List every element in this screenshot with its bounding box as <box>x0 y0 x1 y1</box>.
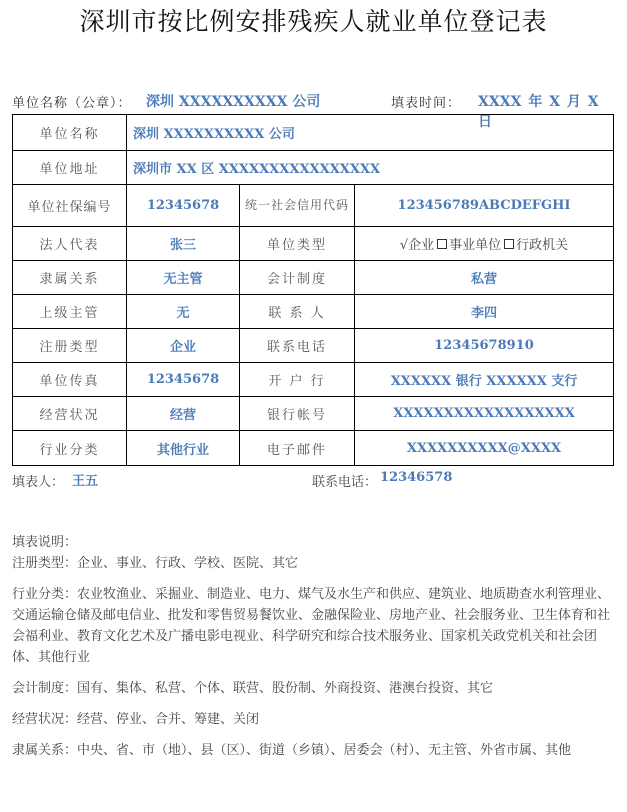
legal-rep-value[interactable]: 张三 <box>127 227 240 261</box>
reg-type-value[interactable]: 企业 <box>127 329 240 363</box>
table-row <box>13 261 614 295</box>
company-type-options <box>355 227 614 261</box>
industry-value[interactable]: 其他行业 <box>127 431 240 466</box>
filler-phone-value[interactable]: 12346578 <box>380 470 453 485</box>
unit-name-header-value[interactable]: 深圳 XXXXXXXXXX 公司 <box>146 94 321 110</box>
accounting-label: 会计制度 <box>240 261 355 295</box>
credit-code-label: 统一社会信用代码 <box>240 185 355 227</box>
address-label: 单位地址 <box>13 151 127 185</box>
legal-rep-label: 法人代表 <box>13 227 127 261</box>
bank-label: 开 户 行 <box>240 363 355 397</box>
note-affiliation: 隶属关系：中央、省、市（地）、县（区）、街道（乡镇）、居委会（村）、无主管、外省市属、其他 <box>12 743 572 758</box>
instructions <box>12 532 617 761</box>
operation-label: 经营状况 <box>13 397 127 431</box>
table-row <box>13 295 614 329</box>
table-row <box>13 363 614 397</box>
note-accounting: 会计制度：国有、集体、私营、个体、联营、股份制、外商投资、港澳台投资、其它 <box>12 681 494 696</box>
contact-value[interactable]: 李四 <box>355 295 614 329</box>
table-row <box>13 151 614 185</box>
social-no-value[interactable]: 12345678 <box>127 185 240 227</box>
fill-time-value[interactable]: XXXX 年 X 月 X 日 <box>478 94 599 130</box>
note-reg-type: 注册类型：企业、事业、行政、学校、医院、其它 <box>12 556 299 571</box>
phone-label: 联系电话 <box>240 329 355 363</box>
filler-label: 填表人： <box>12 475 65 490</box>
company-type-label: 单位类型 <box>240 227 355 261</box>
accounting-value[interactable]: 私营 <box>355 261 614 295</box>
note-operation: 经营状况：经营、停业、合并、筹建、关闭 <box>12 712 260 727</box>
registration-table <box>12 114 614 466</box>
fax-label: 单位传真 <box>13 363 127 397</box>
table-row <box>13 329 614 363</box>
address-value[interactable]: 深圳市 XX 区 XXXXXXXXXXXXXXXX <box>127 151 614 185</box>
form-title: 深圳市按比例安排残疾人就业单位登记表 <box>79 7 548 36</box>
unit-name-header-label: 单位名称（公章）： <box>12 96 132 111</box>
unit-name-value[interactable]: 深圳 XXXXXXXXXX 公司 <box>127 115 614 151</box>
account-label: 银行帐号 <box>240 397 355 431</box>
account-value[interactable]: XXXXXXXXXXXXXXXXXX <box>355 397 614 431</box>
reg-type-label: 注册类型 <box>13 329 127 363</box>
unit-name-label: 单位名称 <box>13 115 127 151</box>
social-no-label: 单位社保编号 <box>13 185 127 227</box>
fill-time-label: 填表时间： <box>391 96 462 111</box>
fax-value[interactable]: 12345678 <box>127 363 240 397</box>
affiliation-label: 隶属关系 <box>13 261 127 295</box>
operation-value[interactable]: 经营 <box>127 397 240 431</box>
superior-value[interactable]: 无 <box>127 295 240 329</box>
affiliation-value[interactable]: 无主管 <box>127 261 240 295</box>
superior-label: 上级主管 <box>13 295 127 329</box>
table-row <box>13 115 614 151</box>
checkbox-icon[interactable] <box>437 239 447 249</box>
option-public-institution[interactable]: 事业单位 <box>449 238 502 253</box>
table-row <box>13 397 614 431</box>
contact-label: 联 系 人 <box>240 295 355 329</box>
unit-header-line <box>12 92 617 130</box>
table-row <box>13 431 614 466</box>
email-value[interactable]: XXXXXXXXXX@XXXX <box>355 431 614 466</box>
phone-value[interactable]: 12345678910 <box>355 329 614 363</box>
filler-phone-label: 联系电话： <box>312 475 378 490</box>
filler-value[interactable]: 王五 <box>72 474 99 489</box>
filler-line <box>12 471 617 489</box>
option-enterprise[interactable]: √企业 <box>399 238 435 253</box>
table-row <box>13 227 614 261</box>
note-industry: 行业分类：农业牧渔业、采掘业、制造业、电力、煤气及水生产和供应、建筑业、地质勘查水利管理业、交通运输仓储及邮电信业、批发和零售贸易餐饮业、金融保险业、房地产业、社会服务业、卫生体育和社会福利业、教育文化艺术及广播电影电视业、科学研究和综合技术服务业、国家机关政党机关和社会团体、其他行业 <box>12 587 611 665</box>
bank-value[interactable]: XXXXXX 银行 XXXXXX 支行 <box>355 363 614 397</box>
table-row <box>13 185 614 227</box>
industry-label: 行业分类 <box>13 431 127 466</box>
checkbox-icon[interactable] <box>504 239 514 249</box>
credit-code-value[interactable]: 123456789ABCDEFGHI <box>355 185 614 227</box>
option-government[interactable]: 行政机关 <box>516 238 569 253</box>
instructions-heading: 填表说明： <box>12 535 78 550</box>
email-label: 电子邮件 <box>240 431 355 466</box>
